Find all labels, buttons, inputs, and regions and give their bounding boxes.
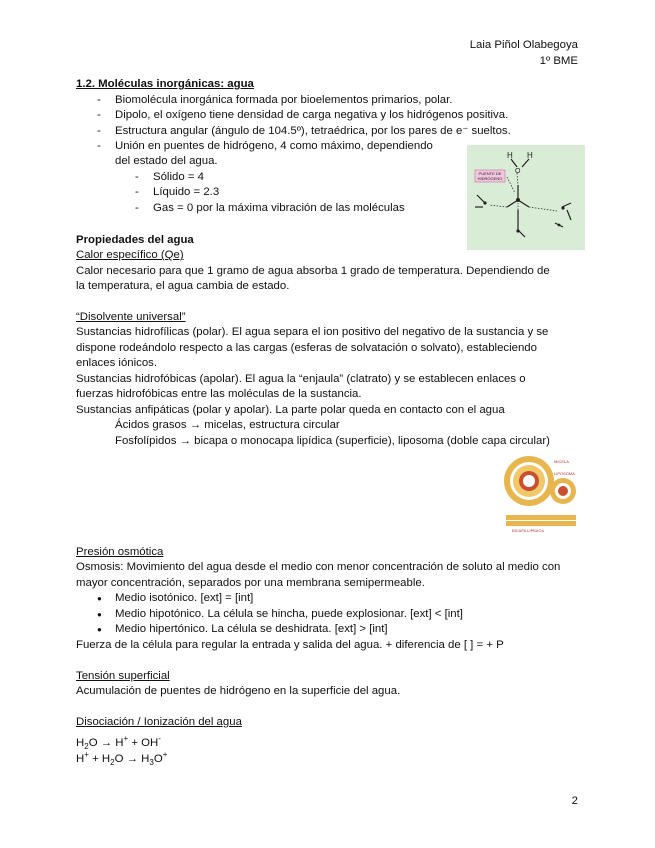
- medium-item: ● Medio hipertónico. La célula se deshidrata. [ext] > [int]: [115, 622, 388, 637]
- fatty-acids-text: Ácidos grasos → micelas, estructura circular: [115, 419, 340, 431]
- author-name: Laia Piñol Olabegoya: [469, 39, 578, 51]
- solvent-text: enlaces iónicos.: [76, 357, 158, 369]
- micelle-label: MICELA: [554, 459, 569, 464]
- dissociation-title: Disociación / Ionización del agua: [76, 716, 242, 728]
- solvent-text: fuerzas hidrofóbicas entre las moléculas de la sustancia.: [76, 388, 362, 400]
- solvent-text: Sustancias anfipáticas (polar y apolar). La parte polar queda en contacto con el agua: [76, 404, 505, 416]
- liposome-label: LIPOSOMA: [554, 471, 575, 476]
- page-number: 2: [571, 795, 578, 807]
- state-item: - Gas = 0 por la máxima vibración de las moléculas: [153, 201, 405, 216]
- figure-label-line1: PUENTE DE: [478, 171, 502, 176]
- bilayer-label: BICAPA LIPÍDICA: [512, 528, 544, 533]
- bullet-item: - Unión en puentes de hidrógeno, 4 como máximo, dependiendo: [115, 139, 433, 154]
- solvent-text: Sustancias hidrofílicas (polar). El agua separa el ion positivo del negativo de la sustancia y se: [76, 326, 549, 338]
- bullet-item: - Estructura angular (ángulo de 104.5º), tetraédrica, por los pares de e⁻ sueltos.: [115, 124, 511, 139]
- figure-label-line2: HIDRÓGENO: [477, 176, 503, 181]
- universal-solvent-title: “Disolvente universal”: [76, 311, 186, 323]
- specific-heat-text: la temperatura, el agua cambia de estado.: [76, 280, 290, 292]
- atom-o-label: O: [515, 168, 521, 175]
- dissociation-equation-2: $H^+ + H_2O \to H_3O^+$: [76, 750, 168, 768]
- atom-h-label: H: [507, 151, 513, 160]
- bullet-item-continuation: del estado del agua.: [115, 155, 218, 167]
- cell-force-text: Fuerza de la célula para regular la entrada y salida del agua. + diferencia de [ ] = + P: [76, 639, 504, 651]
- osmosis-text: Osmosis: Movimiento del agua desde el medio con menor concentración de soluto al medio con: [76, 561, 561, 573]
- surface-tension-text: Acumulación de puentes de hidrógeno en la superficie del agua.: [76, 685, 401, 697]
- state-item: - Sólido = 4: [153, 170, 204, 185]
- state-item: - Líquido = 2.3: [153, 185, 219, 200]
- surface-tension-title: Tensión superficial: [76, 670, 170, 682]
- specific-heat-text: Calor necesario para que 1 gramo de agua absorba 1 grado de temperatura. Dependiendo de: [76, 265, 550, 277]
- osmotic-pressure-title: Presión osmótica: [76, 546, 164, 558]
- solvent-text: Sustancias hidrofóbicas (apolar). El agua la “enjaula” (clatrato) y se establecen enlaces o: [76, 373, 526, 385]
- hydrogen-bond-figure: [467, 145, 585, 250]
- medium-item: ● Medio isotónico. [ext] = [int]: [115, 591, 253, 606]
- specific-heat-title: Calor específico (Qe): [76, 249, 184, 261]
- medium-item: ● Medio hipotónico. La célula se hincha, puede explosionar. [ext] < [int]: [115, 607, 463, 622]
- solvent-text: dispone rodeándolo respecto a las cargas (esferas de solvatación o solvato), estableciendo: [76, 342, 537, 354]
- bullet-item: - Dipolo, el oxígeno tiene densidad de carga negativa y los hidrógenos positiva.: [115, 108, 508, 123]
- dissociation-equation-1: $H_2O \to H^+ + OH^-$: [76, 734, 161, 752]
- section-title: 1.2. Moléculas inorgánicas: agua: [76, 78, 254, 90]
- phospholipids-text: Fosfolípidos → bicapa o monocapa lipídica (superficie), liposoma (doble capa circular): [115, 435, 550, 447]
- bullet-item: - Biomolécula inorgánica formada por bioelementos primarios, polar.: [115, 93, 452, 108]
- course-label: 1º BME: [539, 55, 578, 67]
- osmosis-text: mayor concentración, separados por una membrana semipermeable.: [76, 577, 425, 589]
- atom-h-label: H: [527, 151, 533, 160]
- properties-title: Propiedades del agua: [76, 234, 194, 246]
- micelle-liposome-figure: [502, 453, 582, 535]
